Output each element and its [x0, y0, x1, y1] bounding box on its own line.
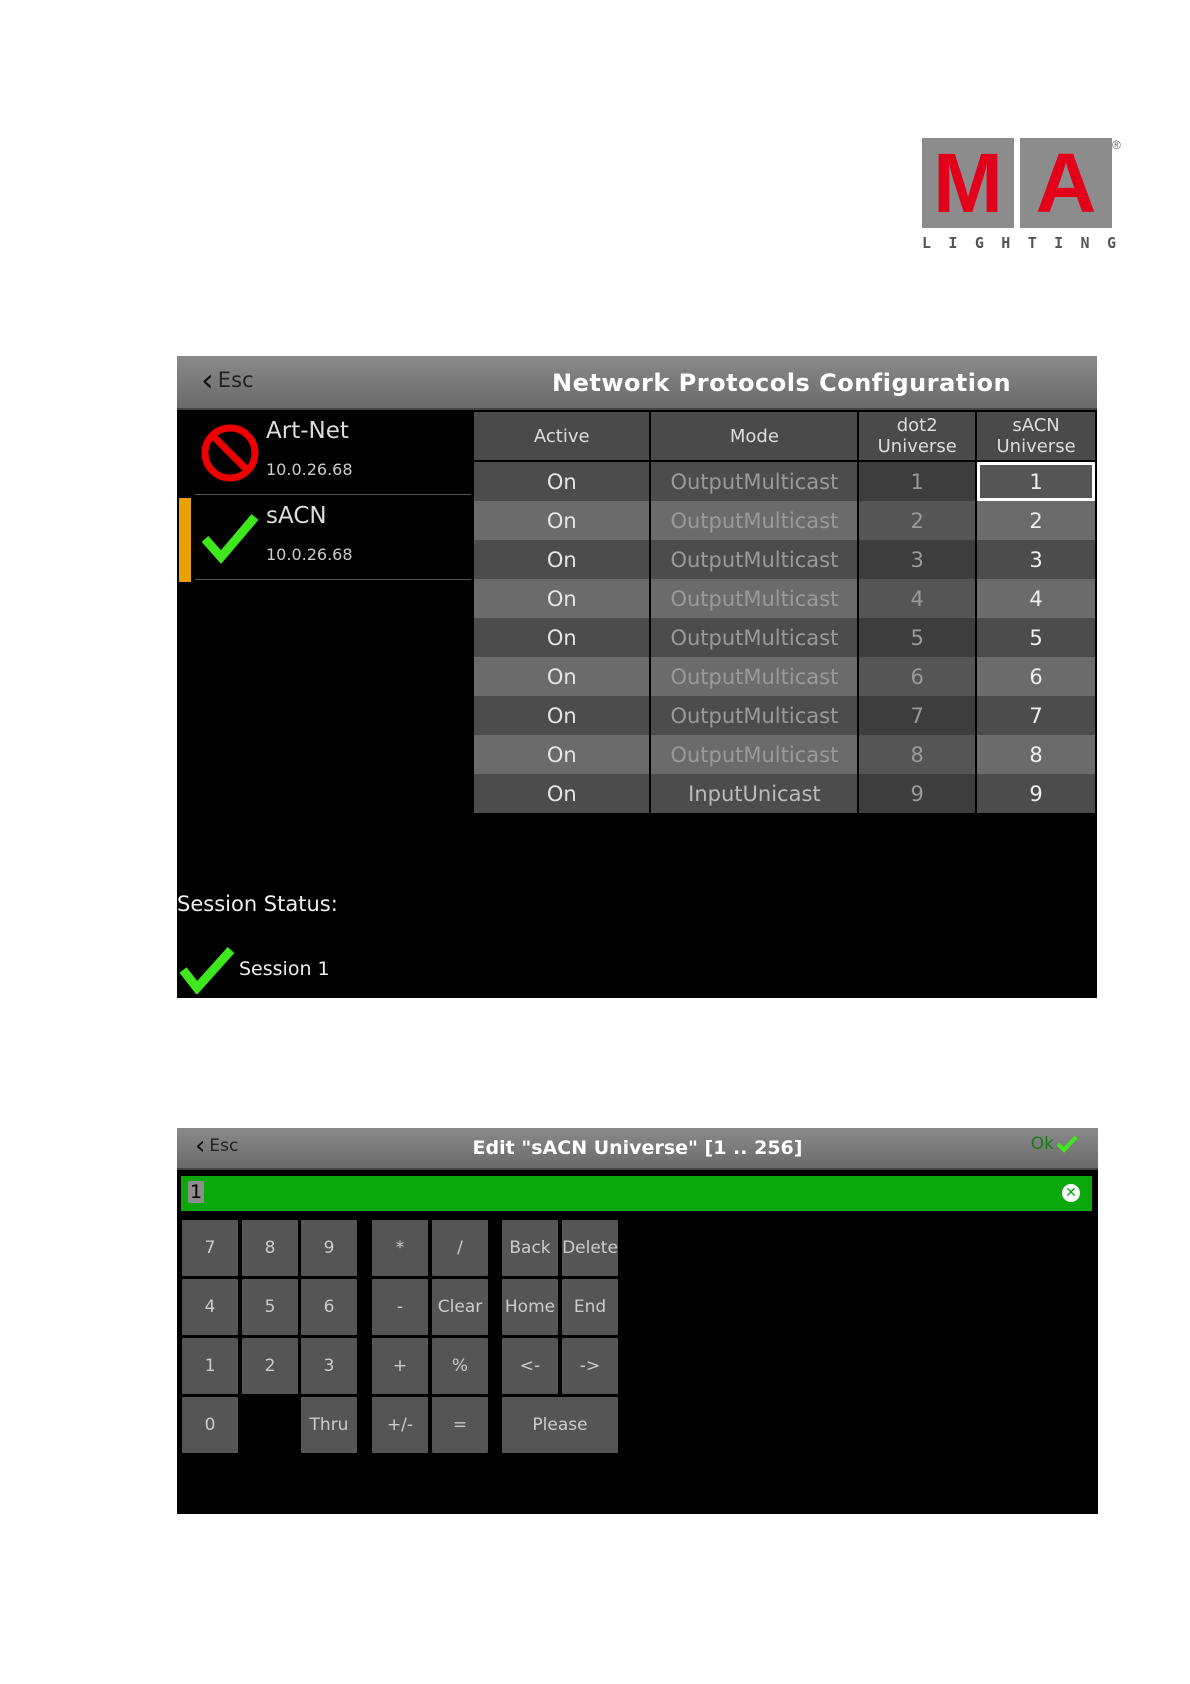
cell-active[interactable]: On	[474, 618, 651, 657]
cell-dot2-universe: 7	[859, 696, 977, 735]
table-row[interactable]	[474, 735, 1097, 774]
cell-sacn-universe[interactable]: 3	[977, 540, 1097, 579]
protocol-item-sacn[interactable]	[195, 497, 471, 580]
key-please[interactable]: Please	[502, 1397, 618, 1453]
key-delete[interactable]: Delete	[562, 1220, 618, 1276]
cell-sacn-universe[interactable]: 4	[977, 579, 1097, 618]
protocol-name: sACN	[266, 503, 327, 529]
table-row[interactable]	[474, 501, 1097, 540]
esc-label: Esc	[209, 1136, 239, 1156]
cell-dot2-universe: 3	[859, 540, 977, 579]
esc-button[interactable]	[201, 361, 254, 399]
cell-sacn-universe[interactable]: 9	[977, 774, 1097, 813]
cell-sacn-universe[interactable]: 8	[977, 735, 1097, 774]
key-minus[interactable]: -	[372, 1279, 428, 1335]
cell-active[interactable]: On	[474, 696, 651, 735]
key-cursor-right[interactable]: ->	[562, 1338, 618, 1394]
cell-dot2-universe: 1	[859, 462, 977, 501]
ok-label: Ok	[1030, 1134, 1054, 1154]
checkmark-icon	[199, 507, 261, 569]
key-percent[interactable]: %	[432, 1338, 488, 1394]
cell-active[interactable]: On	[474, 657, 651, 696]
key-9[interactable]: 9	[301, 1220, 357, 1276]
session-name: Session 1	[239, 958, 330, 980]
key-plus[interactable]: +	[372, 1338, 428, 1394]
cell-sacn-universe[interactable]: 1	[977, 462, 1097, 501]
cell-active[interactable]: On	[474, 501, 651, 540]
cell-dot2-universe: 6	[859, 657, 977, 696]
dialog-title: Edit "sACN Universe" [1 .. 256]	[472, 1137, 803, 1159]
key-home[interactable]: Home	[502, 1279, 558, 1335]
cell-mode[interactable]: OutputMulticast	[651, 579, 859, 618]
checkmark-icon	[1056, 1135, 1078, 1153]
key-thru[interactable]: Thru	[301, 1397, 357, 1453]
cell-mode[interactable]: OutputMulticast	[651, 618, 859, 657]
protocol-ip: 10.0.26.68	[266, 545, 353, 564]
cell-mode[interactable]: OutputMulticast	[651, 735, 859, 774]
cell-sacn-universe[interactable]: 2	[977, 501, 1097, 540]
cell-active[interactable]: On	[474, 774, 651, 813]
key-3[interactable]: 3	[301, 1338, 357, 1394]
universe-table	[474, 412, 1097, 813]
key-back[interactable]: Back	[502, 1220, 558, 1276]
table-row[interactable]	[474, 462, 1097, 501]
key-cursor-left[interactable]: <-	[502, 1338, 558, 1394]
column-header-sacn-universe[interactable]: sACN Universe	[977, 412, 1097, 462]
table-row[interactable]	[474, 774, 1097, 813]
cell-mode[interactable]: OutputMulticast	[651, 657, 859, 696]
cell-sacn-universe[interactable]: 5	[977, 618, 1097, 657]
cell-dot2-universe: 2	[859, 501, 977, 540]
cell-dot2-universe: 8	[859, 735, 977, 774]
session-status-label: Session Status:	[177, 892, 338, 916]
key-7[interactable]: 7	[182, 1220, 238, 1276]
protocol-item-artnet[interactable]	[195, 412, 471, 495]
key-0[interactable]: 0	[182, 1397, 238, 1453]
dialog-title-bar	[177, 1128, 1098, 1170]
key-equals[interactable]: =	[432, 1397, 488, 1453]
cell-active[interactable]: On	[474, 735, 651, 774]
window-title: Network Protocols Configuration	[552, 369, 1012, 397]
cell-dot2-universe: 4	[859, 579, 977, 618]
cell-active[interactable]: On	[474, 579, 651, 618]
cell-mode[interactable]: OutputMulticast	[651, 696, 859, 735]
value-input[interactable]	[181, 1176, 1092, 1211]
registered-mark: ®	[1112, 138, 1121, 152]
cell-sacn-universe[interactable]: 7	[977, 696, 1097, 735]
prohibited-icon	[199, 422, 261, 484]
protocol-name: Art-Net	[266, 418, 349, 444]
cell-mode[interactable]: OutputMulticast	[651, 540, 859, 579]
cell-mode[interactable]: OutputMulticast	[651, 501, 859, 540]
cell-mode[interactable]: InputUnicast	[651, 774, 859, 813]
logo-wordmark: L I G H T I N G	[922, 234, 1116, 252]
key-plus-minus[interactable]: +/-	[372, 1397, 428, 1453]
key-2[interactable]: 2	[242, 1338, 298, 1394]
column-header-mode[interactable]: Mode	[651, 412, 859, 462]
key-8[interactable]: 8	[242, 1220, 298, 1276]
key-6[interactable]: 6	[301, 1279, 357, 1335]
table-row[interactable]	[474, 696, 1097, 735]
esc-label: Esc	[217, 368, 254, 392]
table-row[interactable]	[474, 618, 1097, 657]
table-row[interactable]	[474, 579, 1097, 618]
ok-button[interactable]	[1031, 1134, 1078, 1154]
table-row[interactable]	[474, 657, 1097, 696]
title-bar	[177, 356, 1097, 410]
key-4[interactable]: 4	[182, 1279, 238, 1335]
chevron-left-icon: ‹	[195, 1131, 206, 1161]
key-1[interactable]: 1	[182, 1338, 238, 1394]
checkmark-icon	[179, 944, 235, 994]
cell-mode[interactable]: OutputMulticast	[651, 462, 859, 501]
key-divide[interactable]: /	[432, 1220, 488, 1276]
logo-letter-a: A	[1035, 136, 1097, 230]
key-clear[interactable]: Clear	[432, 1279, 488, 1335]
key-end[interactable]: End	[562, 1279, 618, 1335]
table-row[interactable]	[474, 540, 1097, 579]
cell-active[interactable]: On	[474, 462, 651, 501]
cell-sacn-universe[interactable]: 6	[977, 657, 1097, 696]
input-value: 1	[190, 1181, 203, 1203]
key-multiply[interactable]: *	[372, 1220, 428, 1276]
column-header-active[interactable]: Active	[474, 412, 651, 462]
protocol-ip: 10.0.26.68	[266, 460, 353, 479]
network-protocols-window	[177, 356, 1097, 998]
chevron-left-icon: ‹	[201, 361, 214, 399]
cell-active[interactable]: On	[474, 540, 651, 579]
table-header	[474, 412, 1097, 462]
key-5[interactable]: 5	[242, 1279, 298, 1335]
selection-indicator	[179, 498, 191, 582]
cell-dot2-universe: 5	[859, 618, 977, 657]
logo-letter-m: M	[933, 136, 1003, 230]
edit-value-dialog	[177, 1128, 1098, 1514]
column-header-dot2-universe[interactable]: dot2 Universe	[859, 412, 977, 462]
ma-lighting-logo	[922, 138, 1122, 258]
clear-input-icon[interactable]: ✕	[1062, 1184, 1080, 1202]
cell-dot2-universe: 9	[859, 774, 977, 813]
